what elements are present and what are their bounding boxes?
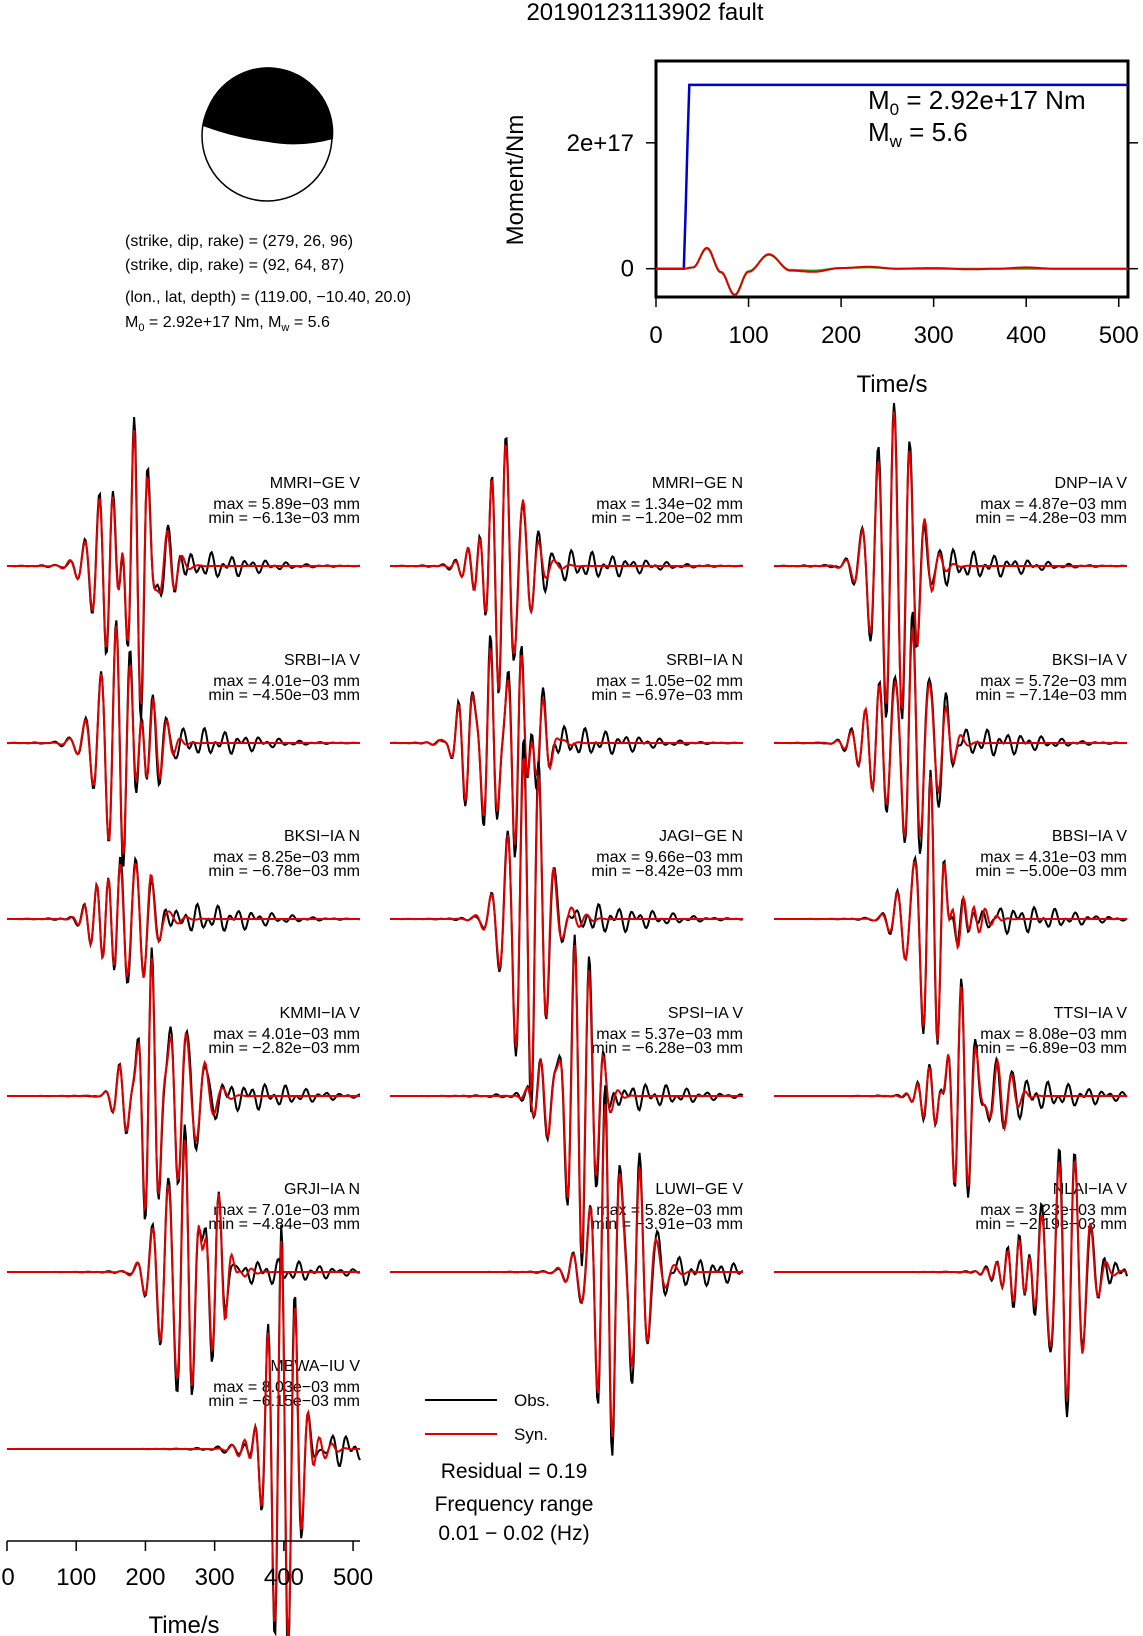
station-panel-14 — [774, 1150, 1127, 1417]
station-max: max = 9.66e−03 mm — [596, 849, 743, 866]
synthetic-trace — [7, 1140, 360, 1386]
station-min: min = −6.97e−03 mm — [591, 687, 743, 704]
focal-line-2: (strike, dip, rake) = (92, 64, 87) — [125, 257, 345, 274]
station-label: NLAI−IA V — [1052, 1181, 1127, 1198]
station-min: min = −3.91e−03 mm — [591, 1216, 743, 1233]
moment-xtick-label-3: 300 — [913, 322, 954, 349]
station-max: max = 1.34e−02 mm — [596, 496, 743, 513]
moment-ytick-label-0: 0 — [620, 255, 634, 283]
station-min: min = −6.28e−03 mm — [591, 1040, 743, 1057]
frequency-value: 0.01 − 0.02 (Hz) — [438, 1522, 590, 1545]
moment-rate-green-line — [656, 249, 1128, 295]
moment-ytick-label-1: 2e+17 — [566, 129, 634, 157]
waveform-xtick-label-1: 100 — [56, 1564, 97, 1591]
station-max: max = 8.25e−03 mm — [213, 849, 360, 866]
moment-xtick-label-2: 200 — [821, 322, 862, 349]
station-max: max = 8.08e−03 mm — [980, 1026, 1127, 1043]
station-min: min = −4.50e−03 mm — [208, 687, 360, 704]
station-label: JAGI−GE N — [658, 828, 743, 845]
station-panel-5 — [774, 612, 1127, 854]
station-max: max = 5.37e−03 mm — [596, 1026, 743, 1043]
station-panel-2 — [774, 403, 1127, 719]
waveform-xtick-label-5: 500 — [333, 1564, 374, 1591]
observed-trace — [774, 770, 1127, 1045]
waveform-xtick-label-0: 0 — [1, 1564, 15, 1591]
observed-trace — [774, 403, 1127, 719]
legend — [425, 1391, 593, 1545]
frequency-label: Frequency range — [434, 1493, 594, 1516]
station-label: KMMI−IA V — [279, 1005, 360, 1022]
waveform-xtick-label-2: 200 — [125, 1564, 166, 1591]
station-label: MMRI−GE V — [269, 475, 360, 492]
station-label: GRJI−IA N — [283, 1181, 360, 1198]
moment-annot-m0: $M_0 = 2.92e+17$ Nm — [868, 85, 1086, 119]
waveform-xtick-label-4: 400 — [263, 1564, 304, 1591]
waveform-xtick-label-3: 300 — [194, 1564, 235, 1591]
station-panel-6 — [7, 828, 360, 982]
moment-rate-red-line — [656, 248, 1128, 295]
focal-line-1: (strike, dip, rake) = (279, 26, 96) — [125, 233, 354, 250]
station-max: max = 8.03e−03 mm — [213, 1379, 360, 1396]
moment-annot-mw: $M_w = 5.6$ — [868, 117, 968, 151]
station-label: TTSI−IA V — [1053, 1005, 1127, 1022]
station-max: max = 5.72e−03 mm — [980, 673, 1127, 690]
station-max: max = 5.82e−03 mm — [596, 1202, 743, 1219]
station-label: MBWA−IU V — [270, 1358, 360, 1375]
synthetic-trace — [390, 1104, 743, 1437]
figure-title: 20190123113902 fault — [526, 0, 764, 26]
station-max: max = 4.01e−03 mm — [213, 1026, 360, 1043]
station-min: min = −4.84e−03 mm — [208, 1216, 360, 1233]
legend-obs-label: Obs. — [514, 1391, 550, 1410]
moment-plot — [502, 61, 1139, 398]
moment-xtick-label-0: 0 — [649, 322, 663, 349]
moment-summary-line: $M_0 = 2.92e+17$ Nm, $M_w = 5.6$ — [125, 314, 330, 334]
waveform-time-axis — [1, 1541, 373, 1636]
station-min: min = −6.78e−03 mm — [208, 863, 360, 880]
station-min: min = −2.82e−03 mm — [208, 1040, 360, 1057]
moment-plot-ylabel: Moment/Nm — [502, 114, 529, 246]
station-label: SRBI−IA V — [283, 652, 360, 669]
station-min: min = −5.00e−03 mm — [975, 863, 1127, 880]
station-min: min = −6.89e−03 mm — [975, 1040, 1127, 1057]
station-panel-4 — [390, 636, 743, 858]
station-max: max = 4.01e−03 mm — [213, 673, 360, 690]
station-label: BKSI−IA V — [1051, 652, 1127, 669]
moment-plot-ticks — [567, 130, 1139, 349]
station-label: BKSI−IA N — [283, 828, 360, 845]
station-min: min = −2.19e−03 mm — [975, 1216, 1127, 1233]
station-panel-8 — [774, 770, 1127, 1045]
residual-text: Residual = 0.19 — [440, 1460, 588, 1483]
waveform-panels — [7, 403, 1127, 1636]
synthetic-trace — [774, 777, 1127, 1041]
station-min: min = −6.15e−03 mm — [208, 1393, 360, 1410]
station-label: DNP−IA V — [1054, 475, 1127, 492]
beachball-focal-mechanism — [202, 67, 333, 201]
station-panel-12 — [7, 1125, 360, 1395]
station-min: min = −4.28e−03 mm — [975, 510, 1127, 527]
station-max: max = 3.23e−03 mm — [980, 1202, 1127, 1219]
station-label: LUWI−GE V — [655, 1181, 743, 1198]
moment-xtick-label-1: 100 — [728, 322, 769, 349]
station-max: max = 4.31e−03 mm — [980, 849, 1127, 866]
station-max: max = 1.05e−02 mm — [596, 673, 743, 690]
station-max: max = 5.89e−03 mm — [213, 496, 360, 513]
moment-xtick-label-5: 500 — [1098, 322, 1139, 349]
station-label: SRBI−IA N — [666, 652, 743, 669]
station-min: min = −6.13e−03 mm — [208, 510, 360, 527]
legend-syn-label: Syn. — [514, 1425, 549, 1444]
moment-plot-xlabel: Time/s — [856, 371, 928, 398]
station-max: max = 4.87e−03 mm — [980, 496, 1127, 513]
observed-trace — [774, 612, 1127, 854]
station-label: SPSI−IA V — [667, 1005, 743, 1022]
station-label: BBSI−IA V — [1051, 828, 1127, 845]
moment-xtick-label-4: 400 — [1006, 322, 1047, 349]
location-line: (lon., lat, depth) = (119.00, −10.40, 20.0) — [125, 289, 412, 306]
station-label: MMRI−GE N — [651, 475, 743, 492]
station-min: min = −7.14e−03 mm — [975, 687, 1127, 704]
waveform-axis-xlabel: Time/s — [148, 1612, 220, 1636]
station-max: max = 7.01e−03 mm — [213, 1202, 360, 1219]
station-min: min = −8.42e−03 mm — [591, 863, 743, 880]
station-min: min = −1.20e−02 mm — [591, 510, 743, 527]
